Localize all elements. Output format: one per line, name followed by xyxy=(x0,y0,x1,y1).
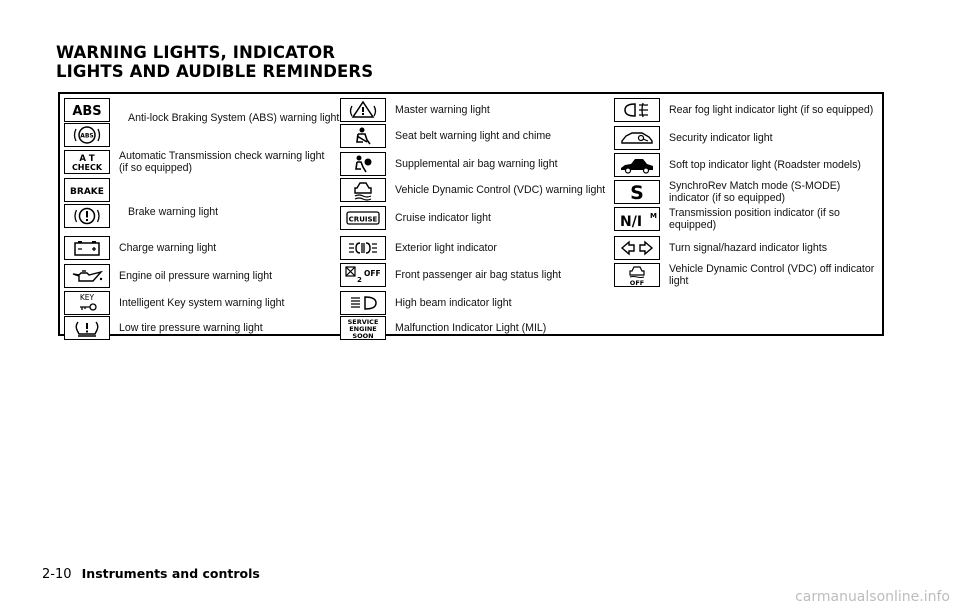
list-item xyxy=(64,264,336,288)
list-item xyxy=(614,236,886,260)
item-label: Transmission position indicator (if so equipped) xyxy=(669,207,840,231)
list-item xyxy=(614,263,886,287)
list-item xyxy=(340,178,612,202)
list-item xyxy=(64,316,336,340)
list-item xyxy=(340,152,612,176)
list-item xyxy=(340,206,612,230)
cruise-icon-text: CRUISE xyxy=(348,215,378,224)
page-title-line-2: LIGHTS AND AUDIBLE REMINDERS xyxy=(56,62,374,81)
vdc-off-icon-text: OFF xyxy=(629,279,645,286)
item-label: High beam indicator light xyxy=(395,297,512,309)
item-label: Vehicle Dynamic Control (VDC) off indicator light xyxy=(669,263,875,287)
list-item xyxy=(64,236,336,260)
brake-text-icon-text: BRAKE xyxy=(70,187,104,197)
list-item xyxy=(614,207,886,231)
passenger-airbag-off-text: OFF xyxy=(364,269,381,278)
list-item xyxy=(614,126,886,150)
list-item xyxy=(614,180,886,204)
svg-text:ENGINE: ENGINE xyxy=(349,325,377,333)
brake-circle-icon xyxy=(64,204,110,228)
item-label: Supplemental air bag warning light xyxy=(395,158,558,170)
battery-icon xyxy=(64,236,110,260)
list-item xyxy=(64,291,336,315)
service-engine-soon-icon xyxy=(340,316,386,340)
airbag-icon xyxy=(340,152,386,176)
abs-icon-text: ABS xyxy=(72,104,102,119)
warning-lights-table xyxy=(58,92,884,339)
item-label: Master warning light xyxy=(395,104,490,116)
item-label: Brake warning light xyxy=(128,206,219,218)
svg-text:M: M xyxy=(650,212,657,220)
rear-fog-icon xyxy=(614,98,660,122)
item-label: Soft top indicator light (Roadster models) xyxy=(669,159,861,171)
list-item xyxy=(340,291,612,315)
list-item xyxy=(64,178,336,202)
item-label: Vehicle Dynamic Control (VDC) warning light xyxy=(395,184,606,196)
s-mode-icon xyxy=(614,180,660,204)
item-label: Rear fog light indicator light (if so equipped) xyxy=(669,104,874,116)
item-label: Engine oil pressure warning light xyxy=(119,270,273,282)
tire-pressure-icon xyxy=(64,316,110,340)
abs-circle-icon xyxy=(64,123,110,147)
item-label: Automatic Transmission check warning light (if so equipped) xyxy=(119,150,325,174)
list-item xyxy=(614,98,886,122)
item-label: Cruise indicator light xyxy=(395,212,491,224)
security-car-icon xyxy=(614,126,660,150)
master-warning-icon xyxy=(340,98,386,122)
svg-text:A T: A T xyxy=(79,154,95,164)
list-item xyxy=(340,263,612,287)
list-item xyxy=(64,123,336,147)
s-mode-icon-text: S xyxy=(630,182,644,202)
brake-text-icon xyxy=(64,178,110,202)
item-label: Low tire pressure warning light xyxy=(119,322,263,334)
page-title xyxy=(56,43,373,81)
item-label: Intelligent Key system warning light xyxy=(119,297,285,309)
svg-text:SOON: SOON xyxy=(352,332,374,339)
cruise-icon xyxy=(340,206,386,230)
at-check-icon xyxy=(64,150,110,174)
abs-icon xyxy=(64,98,110,122)
svg-text:2: 2 xyxy=(357,276,362,284)
page-title-line-1: WARNING LIGHTS, INDICATOR xyxy=(56,43,336,62)
seat-belt-icon xyxy=(340,124,386,148)
item-label: Exterior light indicator xyxy=(395,242,497,254)
vdc-off-icon xyxy=(614,263,660,287)
list-item xyxy=(64,204,336,228)
item-label: Anti-lock Braking System (ABS) warning light xyxy=(128,112,340,124)
item-label: Turn signal/hazard indicator lights xyxy=(669,242,828,254)
watermark: carmanualsonline.info xyxy=(795,589,950,605)
item-label: Malfunction Indicator Light (MIL) xyxy=(395,322,547,334)
list-item xyxy=(340,236,612,260)
abs-circle-icon-text: ABS xyxy=(80,132,94,140)
transmission-position-icon xyxy=(614,207,660,231)
svg-text:CHECK: CHECK xyxy=(71,163,103,172)
turn-signal-icon xyxy=(614,236,660,260)
list-item xyxy=(614,153,886,177)
page-number: 2-10 xyxy=(42,567,72,582)
soft-top-icon xyxy=(614,153,660,177)
vdc-icon xyxy=(340,178,386,202)
svg-text:SERVICE: SERVICE xyxy=(347,318,379,326)
key-icon xyxy=(64,291,110,315)
item-label: Charge warning light xyxy=(119,242,217,254)
section-title: Instruments and controls xyxy=(81,566,260,581)
exterior-light-icon xyxy=(340,236,386,260)
item-label: SynchroRev Match mode (S-MODE) indicator (if so equipped) xyxy=(669,180,841,204)
list-item xyxy=(64,150,336,174)
page-footer xyxy=(42,566,260,582)
high-beam-icon xyxy=(340,291,386,315)
item-label: Seat belt warning light and chime xyxy=(395,130,552,142)
oil-can-icon xyxy=(64,264,110,288)
key-icon-text: KEY xyxy=(79,293,95,302)
item-label: Security indicator light xyxy=(669,132,773,144)
list-item xyxy=(340,124,612,148)
passenger-airbag-off-icon xyxy=(340,263,386,287)
svg-text:N/I: N/I xyxy=(620,214,643,229)
item-label: Front passenger air bag status light xyxy=(395,269,562,281)
list-item xyxy=(340,316,612,340)
list-item xyxy=(340,98,612,122)
